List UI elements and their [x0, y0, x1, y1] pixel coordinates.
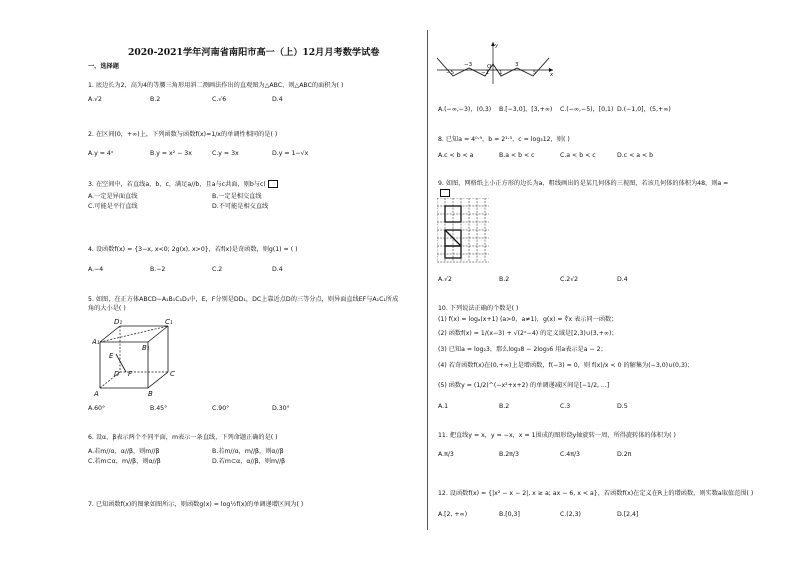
- q1-option-d: D.4: [272, 96, 283, 103]
- cube-label-b1: B₁: [142, 344, 150, 352]
- cube-label-b: B: [148, 390, 153, 398]
- q11-option-d: D.2π: [617, 451, 632, 458]
- q5-stem: 5. 如图，在正方体ABCD−A₁B₁C₁D₁中，E，F分别是DD₁，DC上靠近点D的三等分点，则异面直线EF与A₁C₁所成: [88, 296, 399, 303]
- q6-option-a: A.若m//α，α//β，则m//β: [88, 448, 160, 455]
- q10-item-4: (4) 若奇函数f(x)在(0,+∞)上是增函数，f(−3) = 0，则 f(x)/x < 0 的解集为(−3,0)∪(0,3)；: [438, 362, 694, 369]
- q7-option-d: D.(−1,0]，(5,+∞): [617, 106, 671, 113]
- q10-option-d: D.5: [617, 403, 628, 410]
- graph-label-5: 5: [533, 70, 537, 76]
- q1-option-a: A.√2: [88, 96, 102, 103]
- cube-figure: [92, 314, 182, 398]
- q10-option-b: B.2: [499, 403, 510, 410]
- q11-option-a: A.π/3: [438, 451, 454, 458]
- graph-label-neg5: −5: [446, 70, 455, 76]
- q7-option-b: B.[−3,0]，[3,+∞): [499, 106, 553, 113]
- q9-option-a: A.√2: [438, 276, 452, 283]
- q11-option-b: B.2π/3: [499, 451, 519, 458]
- cube-label-f: F: [128, 370, 133, 378]
- q9-stem: 9. 如图，网格纸上小正方形的边长为a，粗线画出的是某几何体的三视图，若该几何体的体积为48，则a =: [438, 180, 729, 187]
- graph-label-neg1: −1: [481, 70, 490, 76]
- q2-option-a: A.y = 4ˣ: [88, 150, 114, 157]
- q12-stem: 12. 设函数f(x) = {|x² − x − 2|, x ≥ a; ax − 6, x < a}，若函数f(x)在定义在R上的增函数，则实数a取值范围( ): [438, 490, 754, 497]
- q5-option-c: C.90°: [212, 405, 230, 412]
- graph-label-origin: O: [487, 64, 492, 70]
- q3-option-a: A.一定是异面直线: [88, 193, 138, 200]
- cube-label-e: E: [109, 352, 114, 360]
- graph-label-x: x: [550, 72, 554, 78]
- q8-option-d: D.c < a < b: [617, 152, 654, 159]
- q2-stem: 2. 在区间(0，+∞)上，下列函数与函数f(x)=1/x的单调性相同的是( ): [88, 131, 278, 138]
- section-heading: 一、选择题: [88, 63, 119, 70]
- q6-option-d: D.若m⊂α，α//β，则m//β: [212, 458, 286, 465]
- q4-option-c: C.2: [212, 266, 223, 273]
- q7-function-graph: [437, 40, 557, 86]
- q4-stem: 4. 设函数f(x) = {3−x, x<0; 2g(x), x>0}，若f(x)是奇函数，则g(1) = ( ): [88, 246, 298, 253]
- q12-option-c: C.(2,3): [560, 511, 581, 518]
- q9-option-d: D.4: [617, 276, 628, 283]
- graph-label-y: y: [495, 43, 499, 49]
- q10-option-c: C.3: [560, 403, 571, 410]
- q3-option-d: D.不可能是相交直线: [212, 203, 269, 210]
- q9-option-b: B.2: [499, 276, 510, 283]
- q4-option-b: B.−2: [150, 266, 166, 273]
- q9-grid-figure: [437, 198, 489, 266]
- q12-option-b: B.[0,3]: [499, 511, 520, 518]
- q5-stem-line2: 角的大小是( ): [88, 305, 126, 312]
- q3-stem: 3. 在空间中，若直线a，b，c，满足a//b，且a与c共面，则b与c(: [88, 180, 278, 189]
- q1-option-b: B.2: [150, 96, 161, 103]
- graph-label-1: 1: [499, 70, 503, 76]
- column-divider: [427, 30, 428, 530]
- q12-option-a: A.[2, +∞): [438, 511, 468, 518]
- q6-option-b: B.若m//α，m//β，则α//β: [212, 448, 284, 455]
- q2-option-d: D.y = 1−√x: [272, 150, 309, 157]
- cube-label-a: A: [94, 390, 99, 398]
- q3-option-c: C.可能是平行直线: [88, 203, 138, 210]
- q7-option-c: C.(−∞,−5)，[0,1): [560, 106, 614, 113]
- q11-stem: 11. 把直线y = x，y = −x，x = 1围成的图形绕y轴旋转一周，所得旋转体的体积为( ): [438, 432, 676, 439]
- q8-option-b: B.a < b < c: [499, 152, 535, 159]
- q4-option-d: D.4: [272, 266, 283, 273]
- q9-option-c: C.2√2: [560, 276, 579, 283]
- q10-item-2: (2) 函数f(x) = 1/(x−3) + √(2ˣ−4) 的定义域是[2,3)∪(3,+∞)；: [438, 330, 618, 337]
- cube-label-d1: D₁: [114, 318, 123, 326]
- q3-option-b: B.一定是相交直线: [212, 193, 262, 200]
- q8-option-c: C.a < b < c: [560, 152, 596, 159]
- exam-title: 2020-2021学年河南省南阳市高一（上）12月月考数学试卷: [128, 47, 380, 58]
- q5-option-b: B.45°: [150, 405, 168, 412]
- q8-option-a: A.c < b < a: [438, 152, 474, 159]
- q1-stem: 1. 底边长为2，高为4的等腰三角形用斜二测画法作出的直观图为△ABC，则△ABC的面积为( ): [88, 82, 344, 89]
- q12-option-d: D.[2,4]: [617, 511, 639, 518]
- q10-item-1: (1) f(x) = logₐ(x+1) (a>0，a≠1)，g(x) = ∜x 表示同一函数；: [438, 316, 618, 323]
- q4-option-a: A.−4: [88, 266, 104, 273]
- q8-stem: 8. 已知a = 4⁰·⁹，b = 2¹·⁵，c = log₃12，则( ): [438, 136, 570, 143]
- q7-option-a: A.(−∞,−3)，(0,3): [438, 106, 492, 113]
- q5-option-a: A.60°: [88, 405, 106, 412]
- q5-option-d: D.30°: [272, 405, 290, 412]
- q10-option-a: A.1: [438, 403, 449, 410]
- q9-answer-box: [438, 189, 450, 198]
- q7-stem: 7. 已知函数f(x)的图象如图所示，则函数g(x) = log½f(x)的单调递增区间为( ): [88, 501, 304, 508]
- q11-option-c: C.4π/3: [560, 451, 580, 458]
- graph-label-neg3: −3: [464, 62, 473, 68]
- cube-label-c: C: [170, 370, 175, 378]
- cube-label-a1: A₁: [92, 338, 100, 346]
- q6-option-c: C.若m⊂α，m//β，则α//β: [88, 458, 161, 465]
- q2-option-c: C.y = 3x: [212, 150, 239, 157]
- q6-stem: 6. 设α，β表示两个不同平面，m表示一条直线，下列命题正确的是( ): [88, 434, 278, 441]
- q10-stem: 10. 下列说法正确的个数是( ): [438, 305, 519, 312]
- q10-item-3: (3) 已知a = log₂3，那么log₃8 − 2log₃6 用a表示是a − 2；: [438, 346, 607, 353]
- graph-label-3: 3: [515, 62, 519, 68]
- cube-label-c1: C₁: [165, 318, 173, 326]
- cube-label-d: D: [114, 370, 120, 378]
- q1-option-c: C.√6: [212, 96, 227, 103]
- q2-option-b: B.y = x² − 3x: [150, 150, 192, 157]
- q10-item-5: (5) 函数y = (1/2)^(−x²+x+2) 的单调递减区间是[−1/2, ...]: [438, 382, 610, 389]
